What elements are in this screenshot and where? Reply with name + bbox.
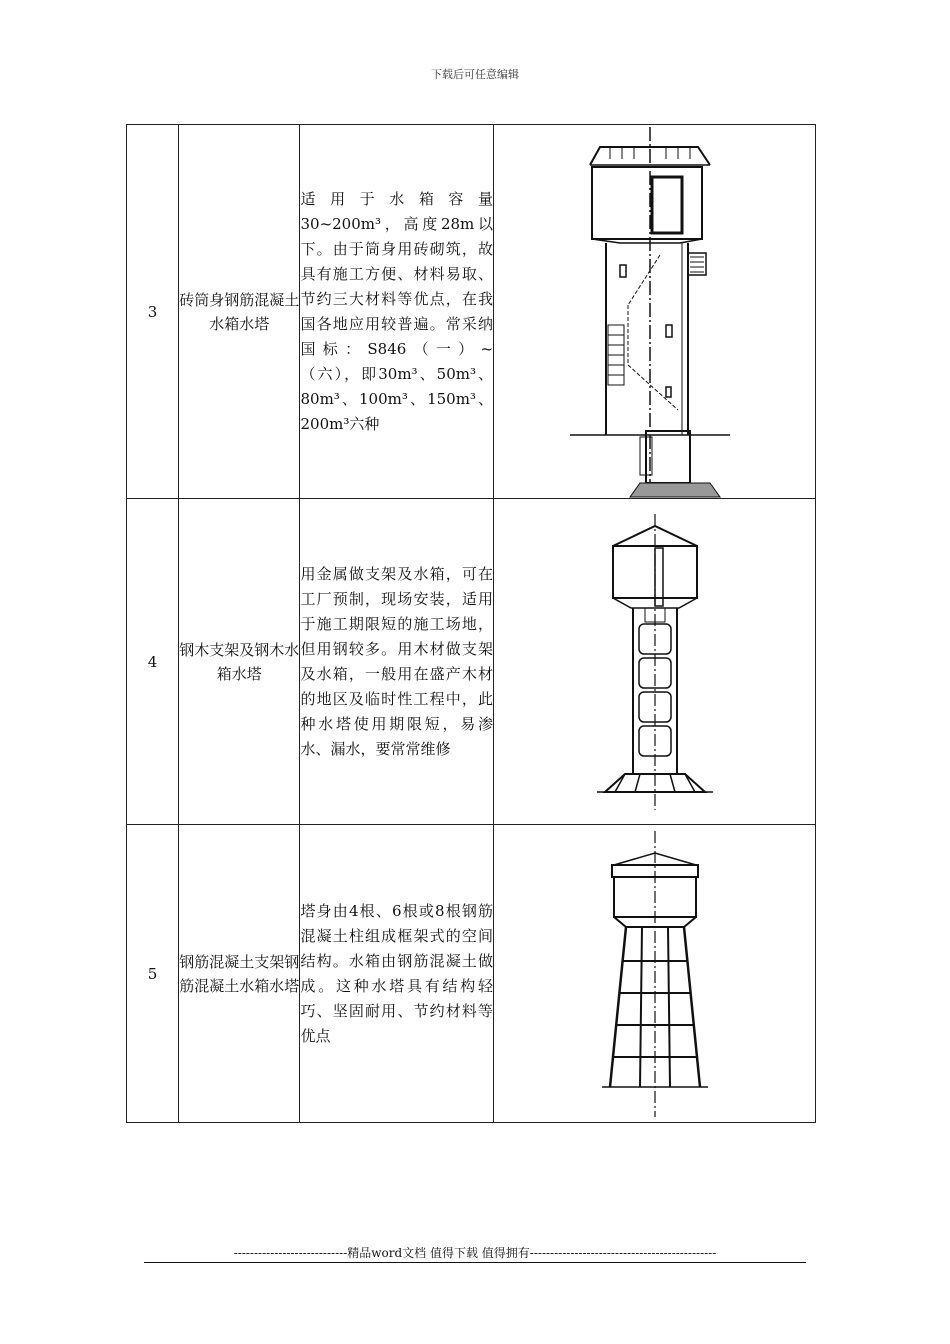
table-row [127,125,816,499]
row-number: 4 [127,499,179,825]
row-number: 5 [127,825,179,1123]
tower-type-name: 砖筒身钢筋混凝土水箱水塔 [179,125,300,499]
rc-frame-tower-figure [600,829,710,1119]
tower-type-name: 钢筋混凝土支架钢筋混凝土水箱水塔 [179,825,300,1123]
steel-wood-tower-figure [595,512,715,812]
tower-description: 用金属做支架及水箱，可在工厂预制，现场安装，适用于施工期限短的施工场地，但用钢较多。用木材做支架及水箱，一般用在盛产木材的地区及临时性工程中，此种水塔使用期限短，易渗水、漏水，要常常维修 [300,499,494,825]
tower-figure-cell [494,825,816,1123]
tower-type-name: 钢木支架及钢木水箱水塔 [179,499,300,825]
footer-rule [144,1262,806,1263]
brick-tower-section-figure [570,125,740,498]
tower-figure-cell [494,125,816,499]
page-footer: ----------------------------精品word文档 值得下载 值得拥有---------------------------------------------- [233,1246,717,1260]
table-row [127,499,816,825]
water-tower-table [126,124,816,1123]
page-header: 下载后可任意编辑 [431,68,519,81]
row-number: 3 [127,125,179,499]
table-row [127,825,816,1123]
tower-description: 塔身由4根、6根或8根钢筋混凝土柱组成框架式的空间结构。水箱由钢筋混凝土做成。这种水塔具有结构轻巧、坚固耐用、节约材料等优点 [300,825,494,1123]
tower-figure-cell [494,499,816,825]
tower-description: 适用于水箱容量30~200m³，高度28m以下。由于筒身用砖砌筑，故具有施工方便、材料易取、节约三大材料等优点，在我国各地应用较普遍。常采纳国标：S846（一）~（六），即30m³、50m³、80m³、100m³、150m³、200m³六种 [300,125,494,499]
